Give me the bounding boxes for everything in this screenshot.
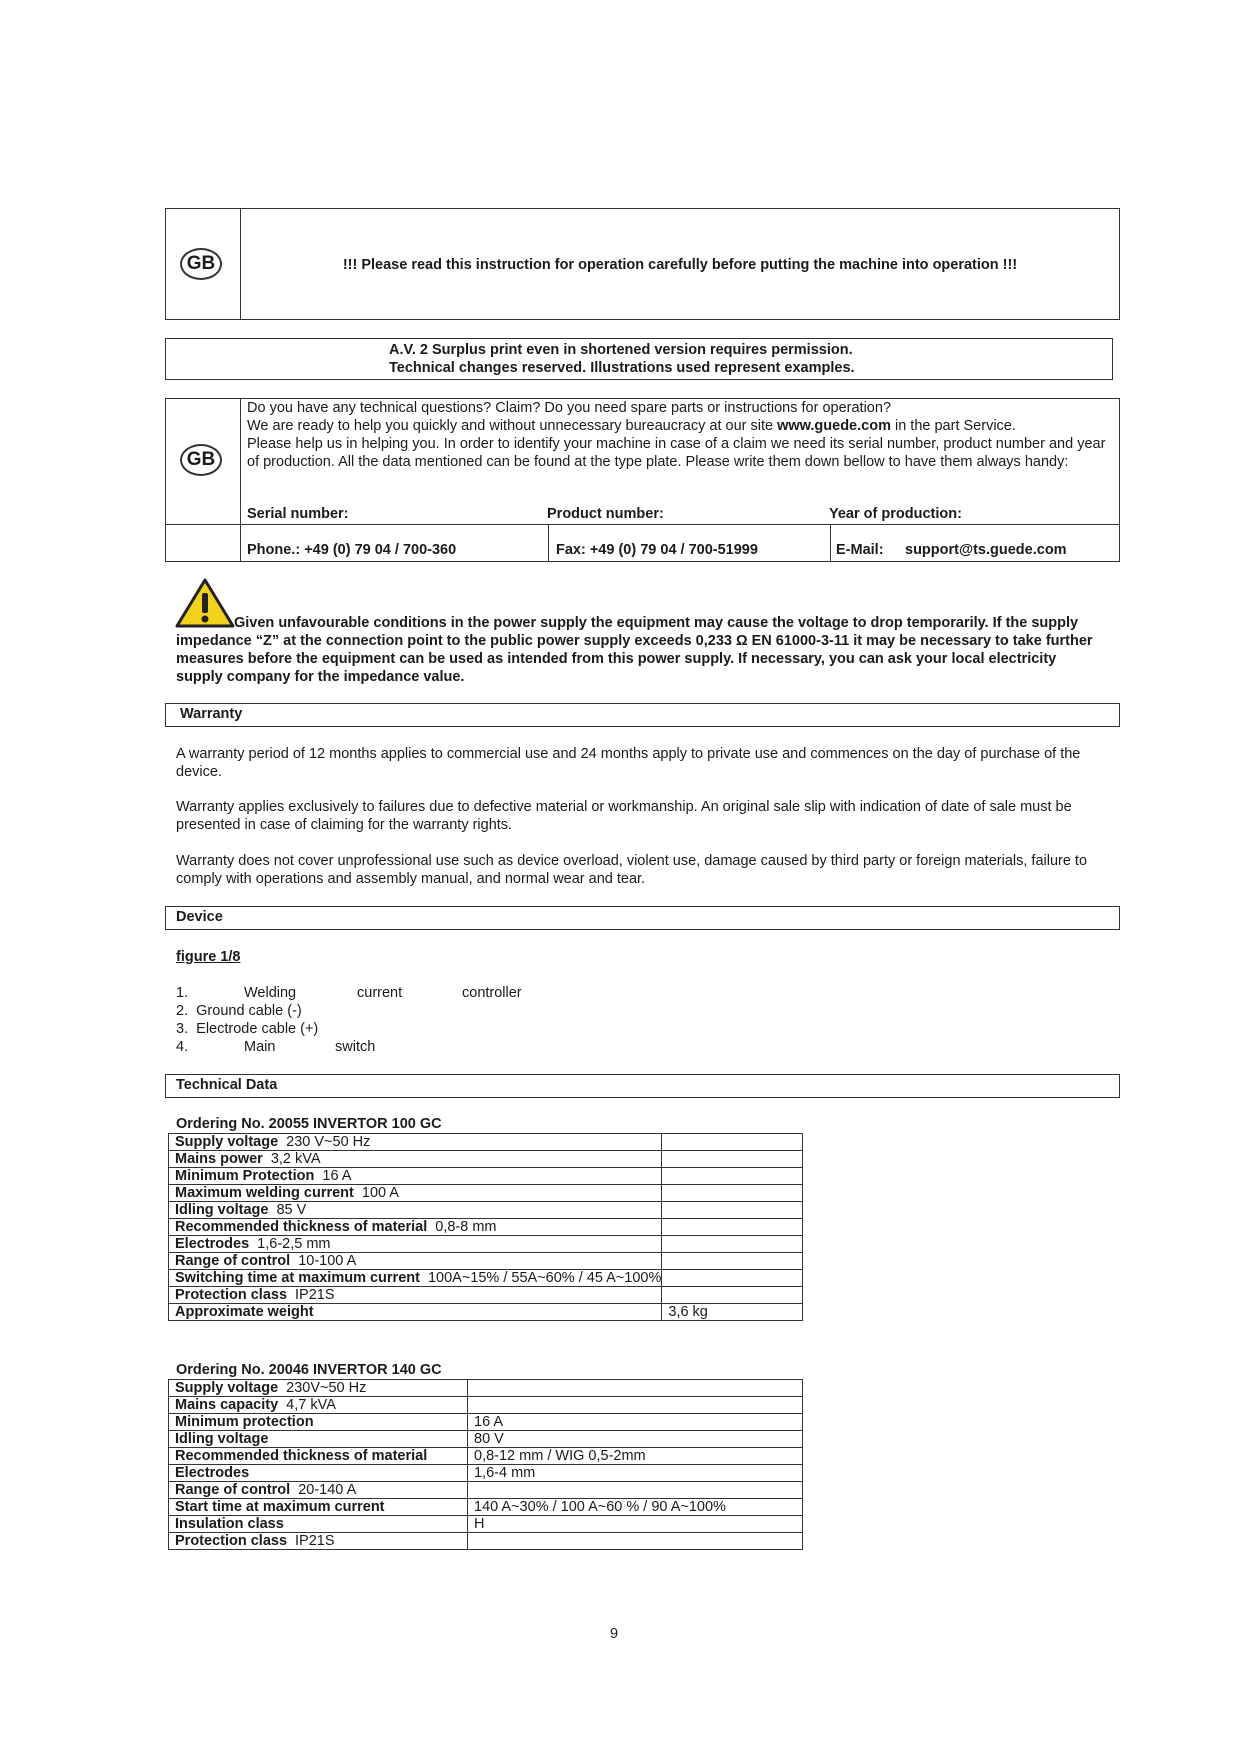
table-row bbox=[169, 1516, 803, 1533]
table-row bbox=[169, 1465, 803, 1482]
spec-value-cell bbox=[662, 1202, 803, 1219]
spec-label-cell: Minimum protection bbox=[169, 1414, 468, 1431]
table-row bbox=[169, 1380, 803, 1397]
spec-value-cell bbox=[662, 1287, 803, 1304]
spec-value-cell bbox=[662, 1151, 803, 1168]
spec-value-cell bbox=[468, 1397, 803, 1414]
spec-label-cell: Range of control 10-100 A bbox=[169, 1253, 662, 1270]
spec-value-cell bbox=[662, 1185, 803, 1202]
table-row bbox=[169, 1134, 803, 1151]
notice-text: !!! Please read this instruction for operation carefully before putting the machine into operation !!! bbox=[342, 257, 1018, 273]
table-row bbox=[169, 1431, 803, 1448]
spec-value-cell bbox=[662, 1134, 803, 1151]
support-website: www.guede.com bbox=[777, 418, 891, 434]
table-row bbox=[169, 1151, 803, 1168]
table1-title: Ordering No. 20055 INVERTOR 100 GC bbox=[176, 1116, 442, 1132]
support-line-1: Do you have any technical questions? Claim? Do you need spare parts or instructions for operation? bbox=[247, 400, 892, 416]
email-address: support@ts.guede.com bbox=[905, 542, 1067, 558]
spec-label-cell: Start time at maximum current bbox=[169, 1499, 468, 1516]
table-row bbox=[169, 1397, 803, 1414]
gb-country-badge: GB bbox=[180, 248, 222, 280]
warranty-paragraph-2: Warranty applies exclusively to failures due to defective material or workmanship. An original sale slip with indication of date of sale must be presented in case of claiming for the warranty rights. bbox=[176, 799, 1072, 833]
support-row-divider bbox=[165, 524, 1120, 525]
spec-label-cell: Approximate weight bbox=[169, 1304, 662, 1321]
device-list-item-3: 3. Electrode cable (+) bbox=[176, 1021, 319, 1037]
spec-label-cell: Maximum welding current 100 A bbox=[169, 1185, 662, 1202]
product-number-label: Product number: bbox=[547, 506, 664, 522]
spec-label-cell: Range of control 20-140 A bbox=[169, 1482, 468, 1499]
technical-table-invertor-140 bbox=[168, 1379, 803, 1550]
spec-label-cell: Idling voltage 85 V bbox=[169, 1202, 662, 1219]
table-row bbox=[169, 1236, 803, 1253]
spec-value-cell bbox=[662, 1236, 803, 1253]
table-row bbox=[169, 1219, 803, 1236]
spec-value-cell: 0,8-12 mm / WIG 0,5-2mm bbox=[468, 1448, 803, 1465]
technical-table-invertor-100 bbox=[168, 1133, 803, 1321]
spec-value-cell: 80 V bbox=[468, 1431, 803, 1448]
spec-value-cell bbox=[662, 1219, 803, 1236]
warranty-paragraph-3: Warranty does not cover unprofessional use such as device overload, violent use, damage caused by third party or foreign materials, failure to comply with operations and assembly manual, and normal wear and tear. bbox=[176, 853, 1088, 887]
fax-number: Fax: +49 (0) 79 04 / 700-51999 bbox=[556, 542, 758, 558]
serial-number-label: Serial number: bbox=[247, 506, 349, 522]
spec-value-cell: 3,6 kg bbox=[662, 1304, 803, 1321]
spec-label-cell: Insulation class bbox=[169, 1516, 468, 1533]
spec-label-cell: Recommended thickness of material bbox=[169, 1448, 468, 1465]
year-of-production-label: Year of production: bbox=[829, 506, 962, 522]
spec-label-cell: Recommended thickness of material 0,8-8 mm bbox=[169, 1219, 662, 1236]
technical-data-heading: Technical Data bbox=[165, 1074, 1120, 1098]
table-row bbox=[169, 1253, 803, 1270]
table2-title: Ordering No. 20046 INVERTOR 140 GC bbox=[176, 1362, 442, 1378]
figure-reference: figure 1/8 bbox=[176, 949, 241, 965]
spec-value-cell bbox=[662, 1253, 803, 1270]
warranty-paragraph-1: A warranty period of 12 months applies to commercial use and 24 months apply to private use and commences on the day of purchase of the device. bbox=[176, 746, 1081, 780]
spec-label-cell: Electrodes bbox=[169, 1465, 468, 1482]
spec-value-cell bbox=[662, 1168, 803, 1185]
spec-label-cell: Supply voltage 230V~50 Hz bbox=[169, 1380, 468, 1397]
table-row bbox=[169, 1270, 803, 1287]
email-label: E-Mail: bbox=[836, 542, 884, 558]
spec-label-cell: Idling voltage bbox=[169, 1431, 468, 1448]
support-col-divider-1 bbox=[548, 524, 549, 562]
support-col-divider-2 bbox=[830, 524, 831, 562]
support-line-3: Please help us in helping you. In order to identify your machine in case of a claim we need its serial number, product number and year of production. All the data mentioned can be found at the type plate. Please write them down bellow to have them always handy: bbox=[247, 436, 1106, 470]
device-list bbox=[176, 984, 776, 1056]
table-row bbox=[169, 1287, 803, 1304]
spec-value-cell bbox=[468, 1533, 803, 1550]
warranty-heading: Warranty bbox=[165, 703, 1120, 727]
table-row bbox=[169, 1185, 803, 1202]
spec-label-cell: Protection class IP21S bbox=[169, 1287, 662, 1304]
spec-value-cell bbox=[662, 1270, 803, 1287]
warning-text: Given unfavourable conditions in the power supply the equipment may cause the voltage to drop temporarily. If the supply impedance “Z” at the connection point to the public power supply exceeds 0,233 Ω EN 61000-3-11 it may be necessary to take further measures before the equipment can be used as intended from this power supply. If necessary, you can ask your local electricity supply company for the impedance value. bbox=[176, 615, 1093, 685]
spec-value-cell: 140 A~30% / 100 A~60 % / 90 A~100% bbox=[468, 1499, 803, 1516]
table-row bbox=[169, 1304, 803, 1321]
page-number: 9 bbox=[610, 1626, 619, 1642]
copyright-line-2: Technical changes reserved. Illustrations used represent examples. bbox=[389, 360, 855, 376]
device-heading: Device bbox=[165, 906, 1120, 930]
spec-label-cell: Electrodes 1,6-2,5 mm bbox=[169, 1236, 662, 1253]
support-divider bbox=[240, 398, 241, 562]
support-line-2: We are ready to help you quickly and without unnecessary bureaucracy at our site www.guede.com in the part Service. bbox=[247, 418, 1016, 434]
table-row bbox=[169, 1482, 803, 1499]
copyright-line-1: A.V. 2 Surplus print even in shortened version requires permission. bbox=[389, 342, 853, 358]
phone-number: Phone.: +49 (0) 79 04 / 700-360 bbox=[247, 542, 457, 558]
spec-value-cell: 16 A bbox=[468, 1414, 803, 1431]
spec-label-cell: Switching time at maximum current 100A~15% / 55A~60% / 45 A~100% bbox=[169, 1270, 662, 1287]
spec-label-cell: Minimum Protection 16 A bbox=[169, 1168, 662, 1185]
device-list-item-1: 1. Welding current controller bbox=[176, 985, 522, 1001]
spec-value-cell: H bbox=[468, 1516, 803, 1533]
spec-label-cell: Supply voltage 230 V~50 Hz bbox=[169, 1134, 662, 1151]
spec-label-cell: Mains capacity 4,7 kVA bbox=[169, 1397, 468, 1414]
table-row bbox=[169, 1499, 803, 1516]
spec-value-cell bbox=[468, 1380, 803, 1397]
device-list-item-2: 2. Ground cable (-) bbox=[176, 1003, 302, 1019]
device-list-item-4: 4. Main switch bbox=[176, 1039, 376, 1055]
support-text bbox=[247, 399, 1115, 471]
table-row bbox=[169, 1448, 803, 1465]
table-row bbox=[169, 1202, 803, 1219]
spec-value-cell: 1,6-4 mm bbox=[468, 1465, 803, 1482]
spec-value-cell bbox=[468, 1482, 803, 1499]
spec-label-cell: Protection class IP21S bbox=[169, 1533, 468, 1550]
table-row bbox=[169, 1414, 803, 1431]
table-row bbox=[169, 1533, 803, 1550]
table-row bbox=[169, 1168, 803, 1185]
spec-label-cell: Mains power 3,2 kVA bbox=[169, 1151, 662, 1168]
gb-country-badge-2: GB bbox=[180, 444, 222, 476]
